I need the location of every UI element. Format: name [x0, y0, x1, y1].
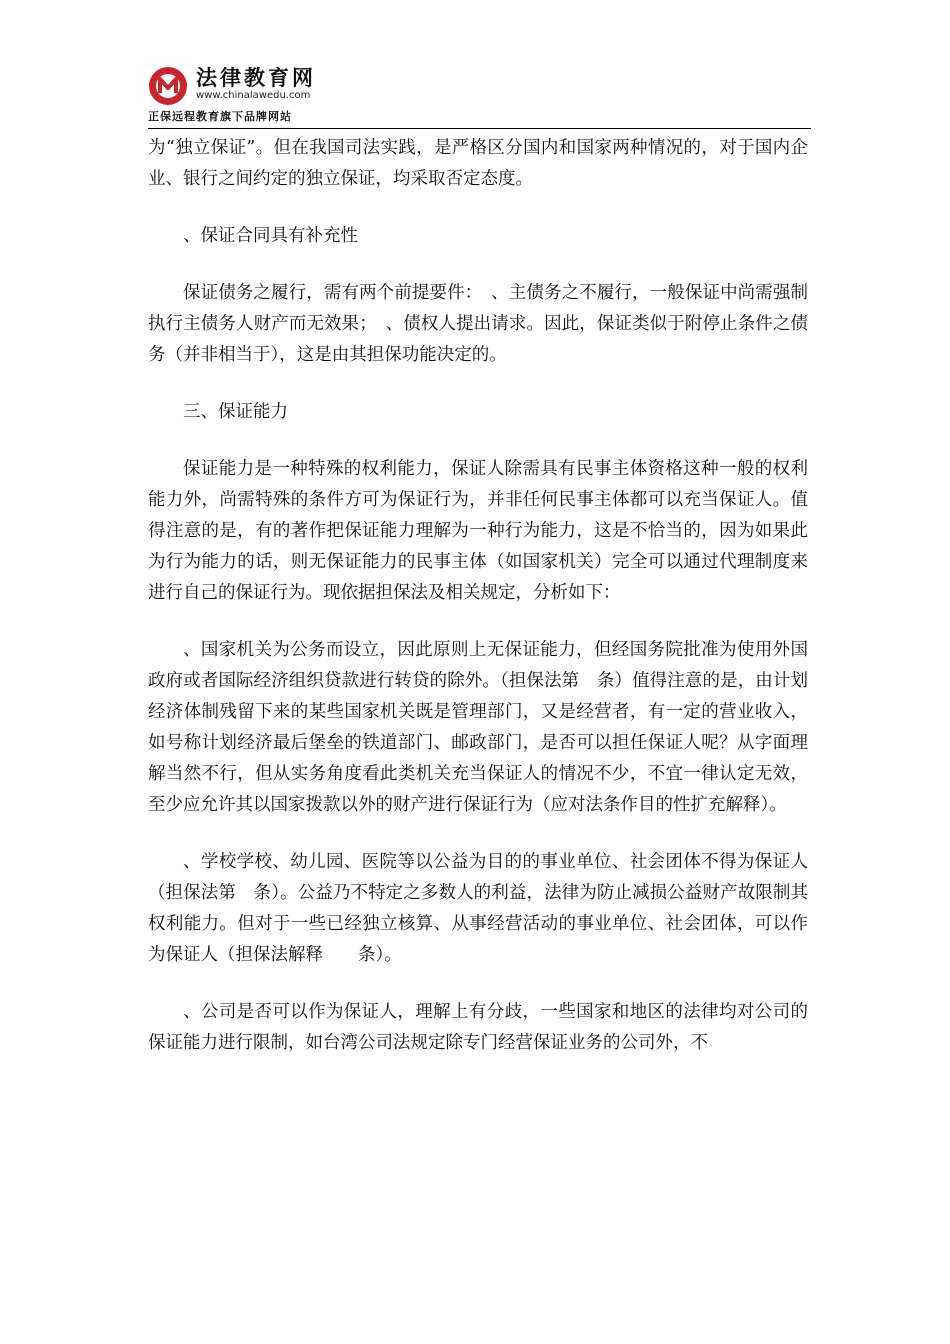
- paragraph: 保证债务之履行，需有两个前提要件： 、主债务之不履行，一般保证中尚需强制执行主债务人财产而无效果； 、债权人提出请求。因此，保证类似于附停止条件之债务（并非相当于），这是由其担保功能决定的。: [148, 283, 808, 365]
- document-body: [148, 133, 808, 1059]
- page-header: [148, 58, 808, 130]
- section-heading-guarantee-capacity: 三、保证能力: [183, 402, 288, 422]
- brand-url[interactable]: www.chinalawedu.com: [196, 90, 311, 101]
- brand-name: 法律教育网: [196, 66, 316, 90]
- paragraph: 保证能力是一种特殊的权利能力，保证人除需具有民事主体资格这种一般的权利能力外，尚需特殊的条件方可为保证行为，并非任何民事主体都可以充当保证人。值得注意的是，有的著作把保证能力理解为一种行为能力，这是不恰当的，因为如果此为行为能力的话，则无保证能力的民事主体（如国家机关）完全可以通过代理制度来进行自己的保证行为。现依据担保法及相关规定，分析如下：: [148, 459, 808, 603]
- paragraph: 、公司是否可以作为保证人，理解上有分歧，一些国家和地区的法律均对公司的保证能力进行限制，如台湾公司法规定除专门经营保证业务的公司外，不: [148, 1002, 808, 1053]
- chinalawedu-logo-icon: [148, 66, 188, 106]
- brand-slogan: 正保远程教育旗下品牌网站: [148, 110, 292, 123]
- paragraph: 、学校学校、幼儿园、医院等以公益为目的的事业单位、社会团体不得为保证人（担保法第 条）。公益乃不特定之多数人的利益，法律为防止减损公益财产故限制其权利能力。但对于一些已经独立核算、从事经营活动的事业单位、社会团体，可以作为保证人（担保法解释 条）。: [148, 852, 808, 965]
- section-heading-supplementary: 、保证合同具有补充性: [183, 226, 358, 246]
- paragraph-continued: 为“独立保证”。但在我国司法实践，是严格区分国内和国家两种情况的，对于国内企业、银行之间约定的独立保证，均采取否定态度。: [148, 138, 808, 189]
- paragraph: 、国家机关为公务而设立，因此原则上无保证能力，但经国务院批准为使用外国政府或者国际经济组织贷款进行转贷的除外。（担保法第 条）值得注意的是，由计划经济体制残留下来的某些国家机关既是管理部门，又是经营者，有一定的营业收入，如号称计划经济最后堡垒的铁道部门、邮政部门，是否可以担任保证人呢？从字面理解当然不行，但从实务角度看此类机关充当保证人的情况不少，不宜一律认定无效，至少应允许其以国家拨款以外的财产进行保证行为（应对法条作目的性扩充解释）。: [148, 640, 808, 815]
- header-divider: [148, 128, 811, 129]
